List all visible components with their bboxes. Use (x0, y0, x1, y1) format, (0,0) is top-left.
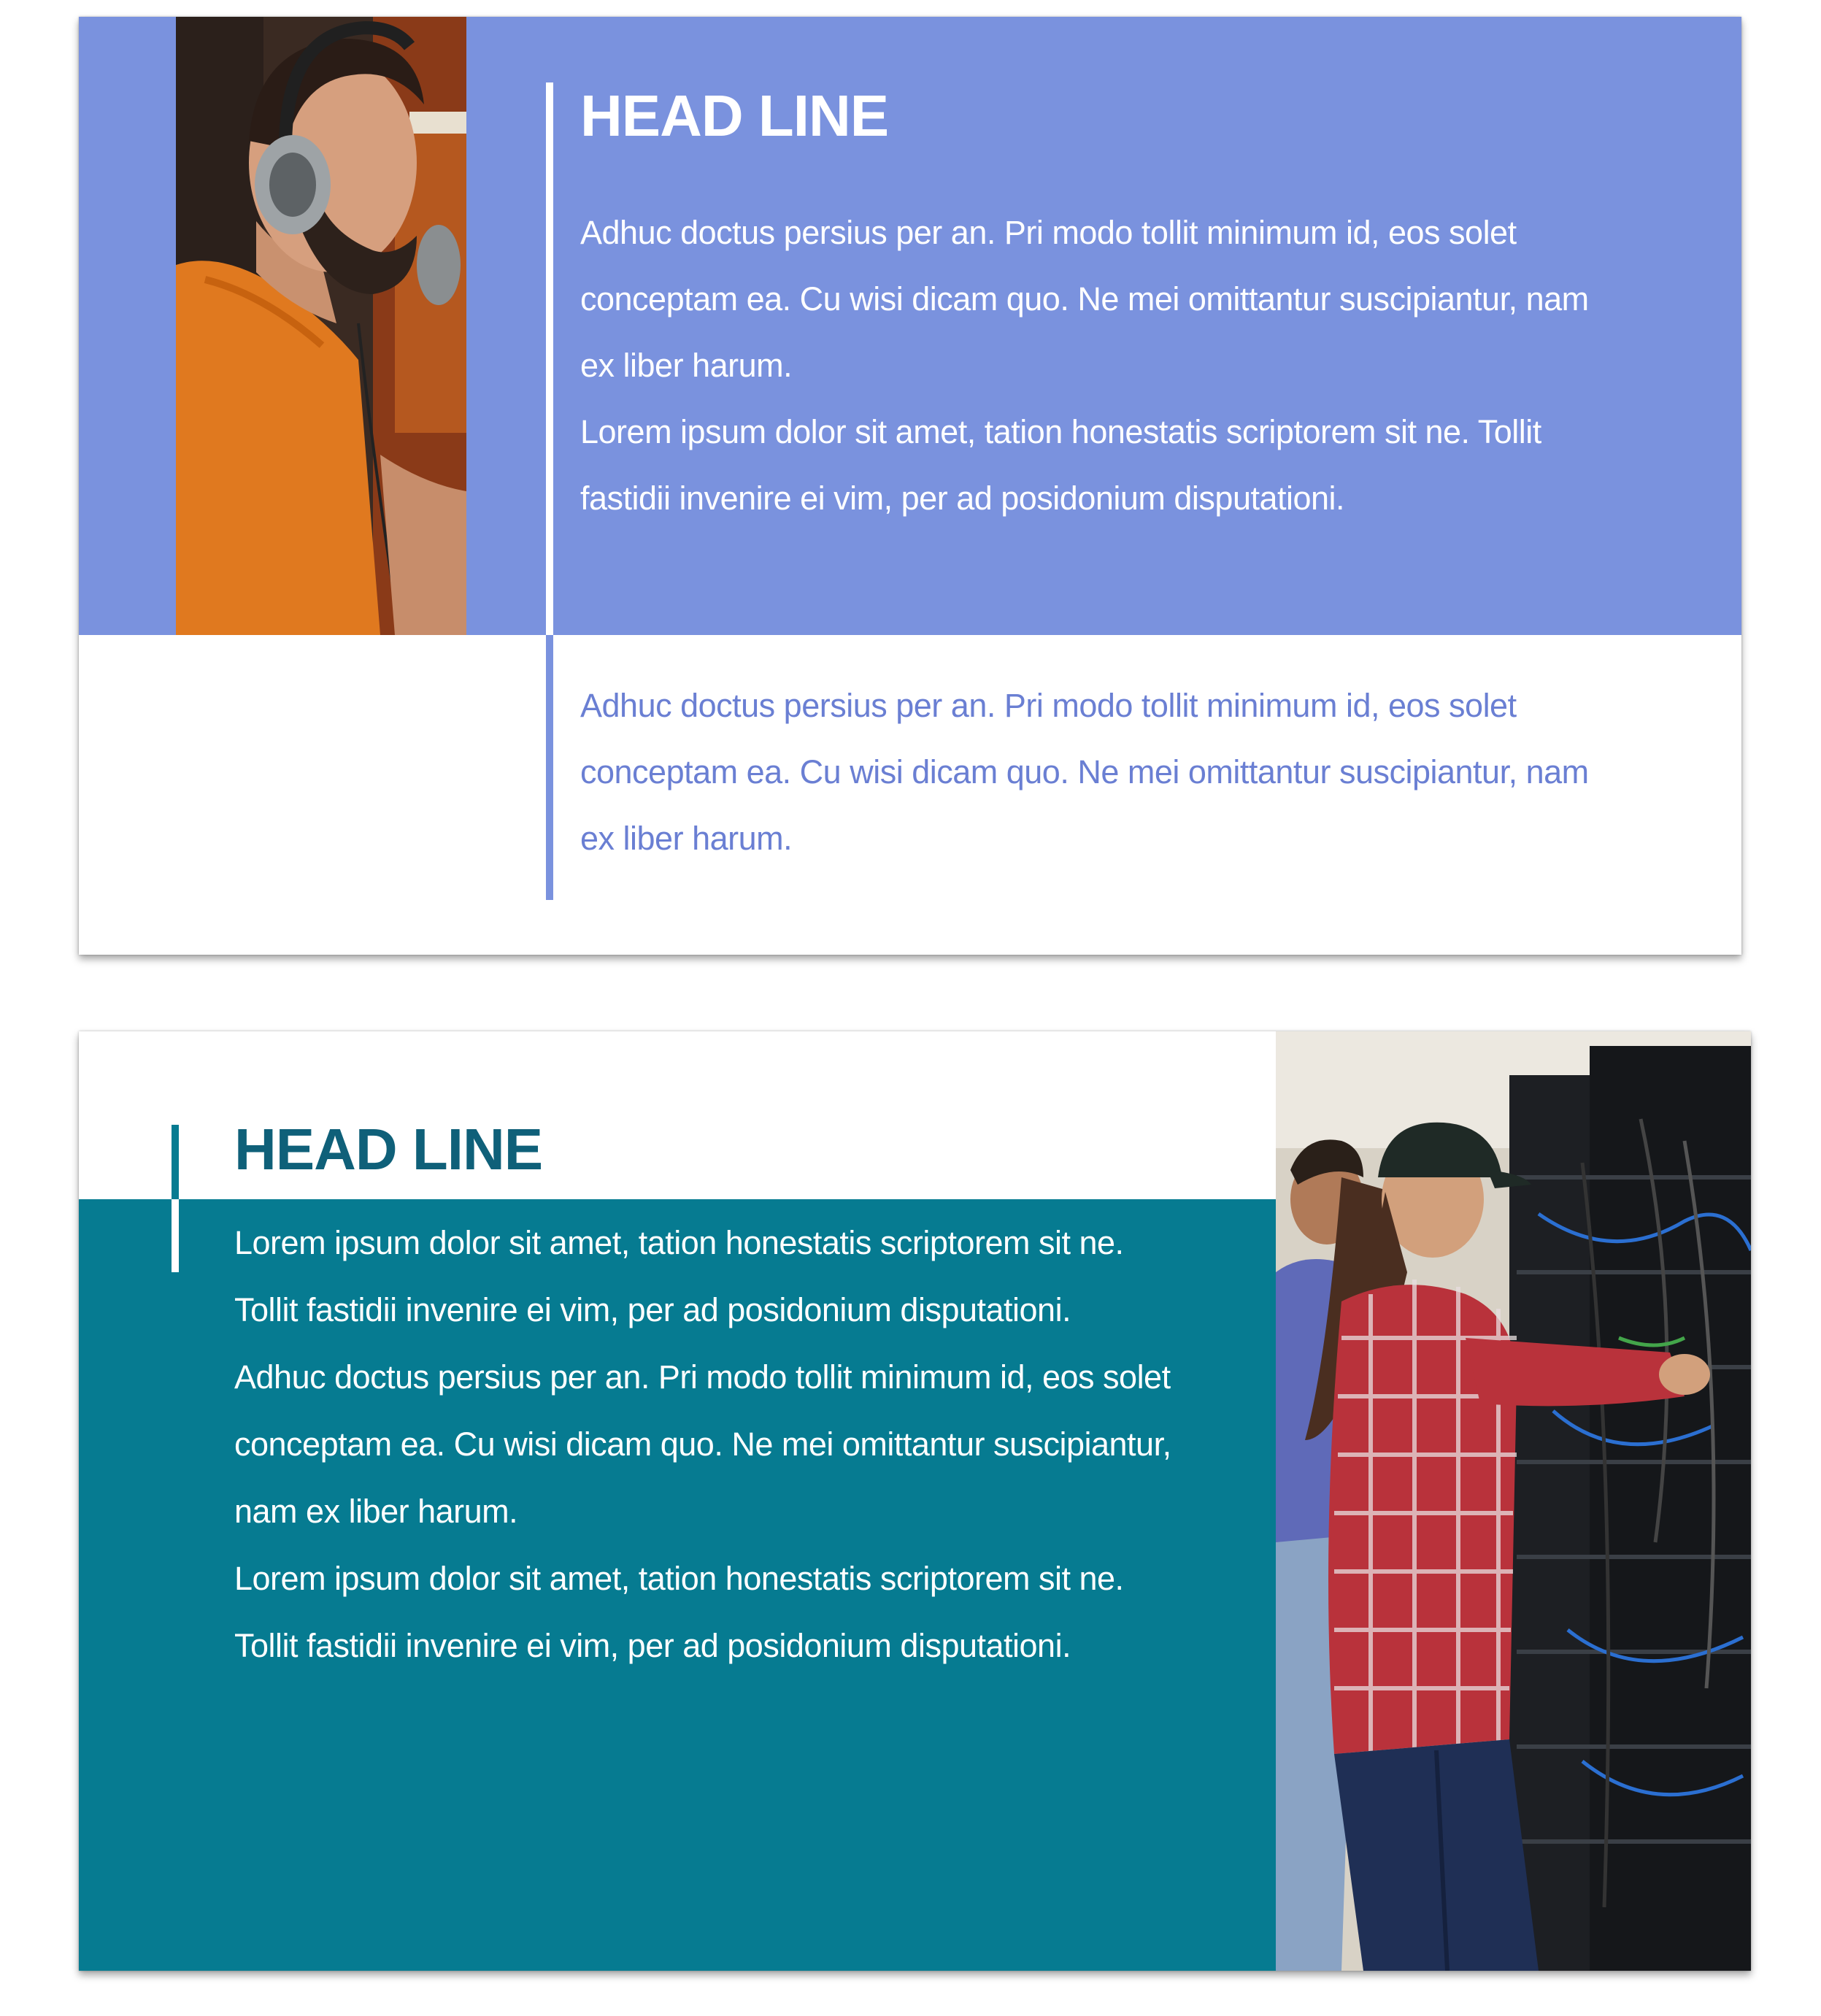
vertical-accent-line-upper (172, 1125, 179, 1199)
lower-paragraph: Adhuc doctus persius per an. Pri modo tollit minimum id, eos solet conceptam ea. Cu wisi dicam quo. Ne mei omittantur suscipiantur, nam ex liber harum. (580, 687, 1589, 857)
headline: HEAD LINE (234, 1117, 543, 1182)
header-paragraph-1: Adhuc doctus persius per an. Pri modo tollit minimum id, eos solet conceptam ea. Cu wisi dicam quo. Ne mei omittantur suscipiantur, nam ex liber harum. (580, 214, 1589, 384)
vertical-accent-line-lower (172, 1199, 179, 1272)
header-body-text (580, 199, 1631, 531)
body-paragraph-2: Adhuc doctus persius per an. Pri modo tollit minimum id, eos solet conceptam ea. Cu wisi dicam quo. Ne mei omittantur suscipiantur, nam ex liber harum. (234, 1358, 1171, 1530)
header-paragraph-2: Lorem ipsum dolor sit amet, tation honestatis scriptorem sit ne. Tollit fastidii invenire ei vim, per ad posidonium disputationi. (580, 413, 1541, 517)
photo-man-with-headphones (176, 17, 466, 635)
body-text (234, 1209, 1176, 1680)
layout-card-1 (79, 17, 1741, 955)
headline: HEAD LINE (580, 83, 889, 148)
vertical-accent-line-upper (546, 82, 553, 635)
photo-server-room-technicians (1276, 1031, 1751, 1971)
body-paragraph-3: Lorem ipsum dolor sit amet, tation honestatis scriptorem sit ne. Tollit fastidii invenire ei vim, per ad posidonium disputationi. (234, 1560, 1124, 1664)
body-paragraph-1: Lorem ipsum dolor sit amet, tation honestatis scriptorem sit ne. Tollit fastidii invenire ei vim, per ad posidonium disputationi. (234, 1224, 1124, 1328)
layout-card-2 (79, 1031, 1751, 1971)
